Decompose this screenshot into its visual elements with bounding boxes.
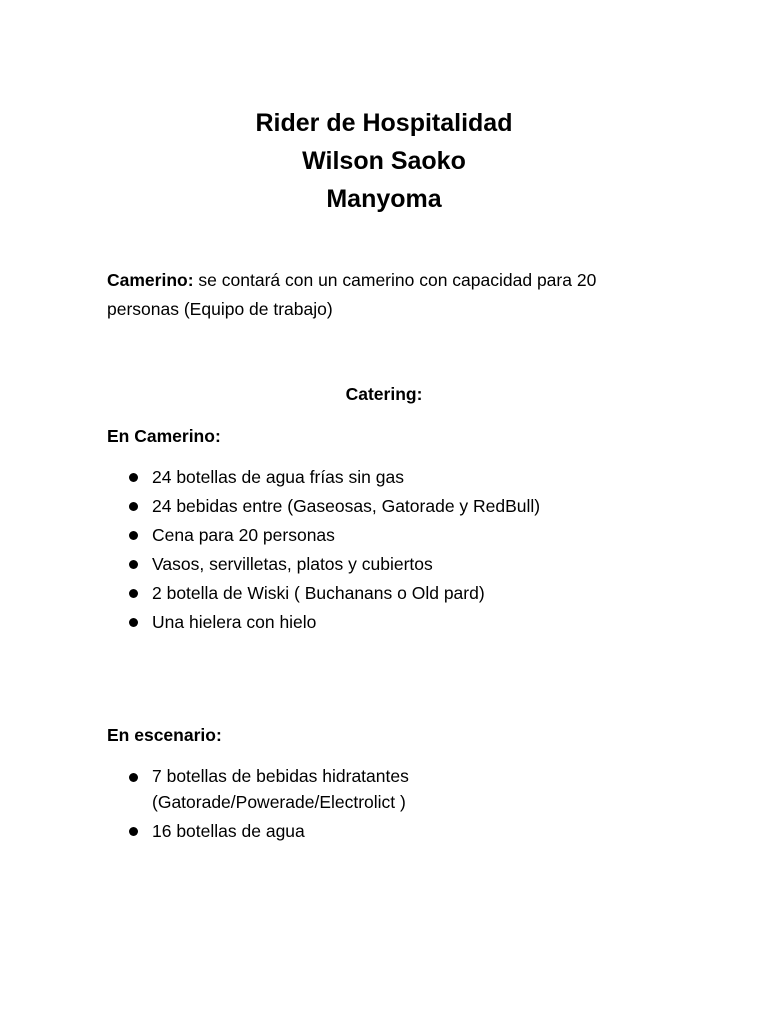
list-item-text: 24 bebidas entre (Gaseosas, Gatorade y RedBull) bbox=[152, 496, 541, 516]
list-item-text: 24 botellas de agua frías sin gas bbox=[152, 467, 404, 487]
bullet-icon bbox=[129, 473, 138, 482]
bullet-icon bbox=[129, 502, 138, 511]
list-item bbox=[127, 521, 540, 550]
catering-heading: Catering: bbox=[345, 384, 423, 404]
list-item-text: Cena para 20 personas bbox=[152, 525, 335, 545]
bullet-icon bbox=[129, 589, 138, 598]
bullet-icon bbox=[129, 827, 138, 836]
list-item bbox=[127, 579, 540, 608]
title-line-1: Rider de Hospitalidad bbox=[255, 109, 513, 137]
bullet-icon bbox=[129, 773, 138, 782]
list-item bbox=[127, 763, 409, 815]
list-item-text: 7 botellas de bebidas hidratantes bbox=[152, 766, 409, 786]
list-item-text: 2 botella de Wiski ( Buchanans o Old pard) bbox=[152, 583, 485, 603]
list-item-text: Vasos, servilletas, platos y cubiertos bbox=[152, 554, 433, 574]
en-escenario-heading: En escenario: bbox=[107, 725, 222, 745]
list-item bbox=[127, 817, 409, 846]
en-escenario-list bbox=[127, 763, 409, 846]
document-title bbox=[0, 104, 768, 218]
bullet-icon bbox=[129, 560, 138, 569]
list-item bbox=[127, 550, 540, 579]
list-item-text: 16 botellas de agua bbox=[152, 821, 305, 841]
list-item bbox=[127, 608, 540, 637]
en-camerino-heading: En Camerino: bbox=[107, 426, 221, 446]
camerino-label: Camerino: bbox=[107, 270, 194, 290]
title-line-3: Manyoma bbox=[326, 185, 442, 213]
list-item-text-continued: (Gatorade/Powerade/Electrolict ) bbox=[152, 792, 406, 812]
title-line-2: Wilson Saoko bbox=[302, 147, 466, 175]
list-item-text: Una hielera con hielo bbox=[152, 612, 317, 632]
bullet-icon bbox=[129, 618, 138, 627]
bullet-icon bbox=[129, 531, 138, 540]
camerino-paragraph bbox=[107, 266, 647, 324]
camerino-text: se contará con un camerino con capacidad para 20 personas (Equipo de trabajo) bbox=[107, 270, 597, 319]
en-camerino-list bbox=[127, 463, 540, 637]
list-item bbox=[127, 492, 540, 521]
list-item bbox=[127, 463, 540, 492]
